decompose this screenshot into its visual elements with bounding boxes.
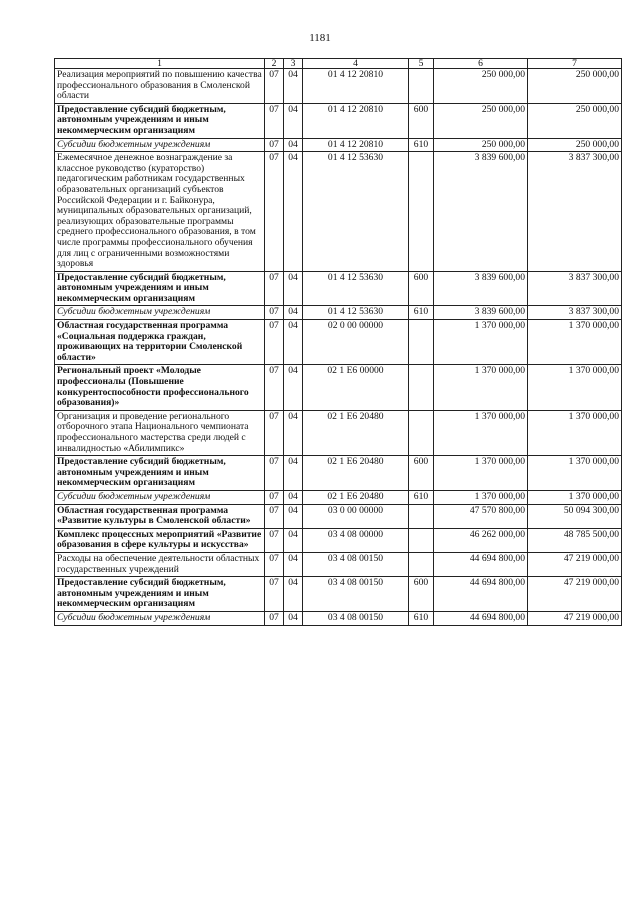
cell-vr: 610 xyxy=(409,138,434,152)
table-row xyxy=(55,152,622,272)
cell-vr xyxy=(409,365,434,410)
cell-pr: 04 xyxy=(284,504,303,528)
cell-sum2: 48 785 500,00 xyxy=(528,528,622,552)
cell-csr: 02 1 Е6 20480 xyxy=(303,490,409,504)
cell-vr: 600 xyxy=(409,456,434,491)
cell-vr xyxy=(409,504,434,528)
cell-sum1: 46 262 000,00 xyxy=(434,528,528,552)
cell-name: Расходы на обеспечение деятельности областных государственных учреждений xyxy=(55,552,265,576)
cell-pr: 04 xyxy=(284,365,303,410)
table-row xyxy=(55,320,622,365)
cell-rz: 07 xyxy=(265,138,284,152)
cell-csr: 03 4 08 00000 xyxy=(303,528,409,552)
cell-sum1: 44 694 800,00 xyxy=(434,611,528,625)
cell-name: Комплекс процессных мероприятий «Развитие образования в сфере культуры и искусства» xyxy=(55,528,265,552)
cell-name: Региональный проект «Молодые профессионалы (Повышение конкурентоспособности профессионального образования)» xyxy=(55,365,265,410)
cell-pr: 04 xyxy=(284,152,303,272)
cell-vr: 600 xyxy=(409,103,434,138)
cell-vr: 600 xyxy=(409,271,434,306)
cell-csr: 02 0 00 00000 xyxy=(303,320,409,365)
cell-vr xyxy=(409,552,434,576)
cell-csr: 02 1 Е6 00000 xyxy=(303,365,409,410)
budget-table xyxy=(54,58,622,626)
cell-csr: 01 4 12 20810 xyxy=(303,103,409,138)
cell-sum2: 3 837 300,00 xyxy=(528,152,622,272)
cell-rz: 07 xyxy=(265,528,284,552)
table-row xyxy=(55,69,622,104)
cell-vr xyxy=(409,410,434,455)
cell-vr xyxy=(409,320,434,365)
cell-sum1: 250 000,00 xyxy=(434,103,528,138)
table-row xyxy=(55,456,622,491)
cell-sum2: 1 370 000,00 xyxy=(528,365,622,410)
cell-rz: 07 xyxy=(265,410,284,455)
cell-csr: 01 4 12 53630 xyxy=(303,152,409,272)
cell-csr: 02 1 Е6 20480 xyxy=(303,410,409,455)
cell-vr: 610 xyxy=(409,306,434,320)
cell-sum2: 250 000,00 xyxy=(528,69,622,104)
cell-sum2: 47 219 000,00 xyxy=(528,552,622,576)
cell-name: Областная государственная программа «Развитие культуры в Смоленской области» xyxy=(55,504,265,528)
table-row xyxy=(55,365,622,410)
cell-rz: 07 xyxy=(265,490,284,504)
cell-sum2: 1 370 000,00 xyxy=(528,410,622,455)
table-row xyxy=(55,138,622,152)
table-row xyxy=(55,103,622,138)
cell-rz: 07 xyxy=(265,504,284,528)
table-row xyxy=(55,528,622,552)
cell-rz: 07 xyxy=(265,320,284,365)
cell-name: Предоставление субсидий бюджетным, автономным учреждениям и иным некоммерческим организациям xyxy=(55,456,265,491)
column-header: 1 xyxy=(55,59,265,69)
cell-rz: 07 xyxy=(265,577,284,612)
cell-name: Областная государственная программа «Социальная поддержка граждан, проживающих на территории Смоленской области» xyxy=(55,320,265,365)
cell-name: Предоставление субсидий бюджетным, автономным учреждениям и иным некоммерческим организациям xyxy=(55,577,265,612)
cell-name: Предоставление субсидий бюджетным, автономным учреждениям и иным некоммерческим организациям xyxy=(55,103,265,138)
cell-sum1: 250 000,00 xyxy=(434,138,528,152)
cell-pr: 04 xyxy=(284,320,303,365)
table-row xyxy=(55,504,622,528)
cell-pr: 04 xyxy=(284,271,303,306)
cell-pr: 04 xyxy=(284,528,303,552)
cell-sum2: 1 370 000,00 xyxy=(528,320,622,365)
cell-sum2: 1 370 000,00 xyxy=(528,490,622,504)
cell-sum2: 250 000,00 xyxy=(528,103,622,138)
table-row xyxy=(55,552,622,576)
cell-rz: 07 xyxy=(265,611,284,625)
cell-csr: 01 4 12 53630 xyxy=(303,306,409,320)
cell-csr: 01 4 12 20810 xyxy=(303,138,409,152)
column-header: 2 xyxy=(265,59,284,69)
cell-rz: 07 xyxy=(265,306,284,320)
cell-sum1: 1 370 000,00 xyxy=(434,410,528,455)
cell-csr: 03 4 08 00150 xyxy=(303,577,409,612)
cell-pr: 04 xyxy=(284,69,303,104)
cell-sum1: 250 000,00 xyxy=(434,69,528,104)
cell-vr xyxy=(409,152,434,272)
cell-pr: 04 xyxy=(284,552,303,576)
cell-sum1: 1 370 000,00 xyxy=(434,490,528,504)
cell-pr: 04 xyxy=(284,490,303,504)
column-header: 6 xyxy=(434,59,528,69)
cell-name: Субсидии бюджетным учреждениям xyxy=(55,490,265,504)
cell-rz: 07 xyxy=(265,365,284,410)
cell-vr: 610 xyxy=(409,611,434,625)
cell-sum1: 3 839 600,00 xyxy=(434,271,528,306)
cell-csr: 03 0 00 00000 xyxy=(303,504,409,528)
cell-sum2: 1 370 000,00 xyxy=(528,456,622,491)
cell-vr xyxy=(409,528,434,552)
cell-sum1: 1 370 000,00 xyxy=(434,456,528,491)
cell-sum1: 1 370 000,00 xyxy=(434,320,528,365)
cell-csr: 03 4 08 00150 xyxy=(303,552,409,576)
cell-rz: 07 xyxy=(265,552,284,576)
cell-sum1: 1 370 000,00 xyxy=(434,365,528,410)
cell-sum2: 50 094 300,00 xyxy=(528,504,622,528)
cell-vr xyxy=(409,69,434,104)
cell-sum1: 44 694 800,00 xyxy=(434,577,528,612)
cell-name: Реализация мероприятий по повышению качества профессионального образования в Смоленской области xyxy=(55,69,265,104)
cell-name: Организация и проведение регионального отборочного этапа Национального чемпионата профессионального мастерства среди людей с инвалидностью «Абилимпикс» xyxy=(55,410,265,455)
cell-pr: 04 xyxy=(284,410,303,455)
cell-rz: 07 xyxy=(265,271,284,306)
cell-sum2: 250 000,00 xyxy=(528,138,622,152)
table-row xyxy=(55,271,622,306)
table-row xyxy=(55,306,622,320)
cell-name: Ежемесячное денежное вознаграждение за классное руководство (кураторство) педагогическим работникам государственных образовательных организаций субъектов Российской Федерации и г. Байконура, муниципальных образовательных организаций, реализующих образовательные программы среднего профессионального образования, в том числе программы профессионального обучения для лиц с ограниченными возможностями здоровья xyxy=(55,152,265,272)
cell-pr: 04 xyxy=(284,611,303,625)
page-number: 1181 xyxy=(309,32,331,44)
cell-sum1: 3 839 600,00 xyxy=(434,152,528,272)
cell-csr: 03 4 08 00150 xyxy=(303,611,409,625)
cell-name: Субсидии бюджетным учреждениям xyxy=(55,138,265,152)
cell-pr: 04 xyxy=(284,456,303,491)
table-row xyxy=(55,490,622,504)
cell-rz: 07 xyxy=(265,69,284,104)
cell-csr: 01 4 12 20810 xyxy=(303,69,409,104)
table-row xyxy=(55,577,622,612)
cell-vr: 600 xyxy=(409,577,434,612)
cell-csr: 01 4 12 53630 xyxy=(303,271,409,306)
table-row xyxy=(55,410,622,455)
column-header: 7 xyxy=(528,59,622,69)
column-header: 5 xyxy=(409,59,434,69)
cell-pr: 04 xyxy=(284,577,303,612)
cell-name: Субсидии бюджетным учреждениям xyxy=(55,611,265,625)
cell-vr: 610 xyxy=(409,490,434,504)
cell-name: Предоставление субсидий бюджетным, автономным учреждениям и иным некоммерческим организациям xyxy=(55,271,265,306)
cell-sum1: 47 570 800,00 xyxy=(434,504,528,528)
cell-rz: 07 xyxy=(265,103,284,138)
column-header: 4 xyxy=(303,59,409,69)
cell-sum2: 3 837 300,00 xyxy=(528,306,622,320)
cell-pr: 04 xyxy=(284,138,303,152)
cell-sum2: 3 837 300,00 xyxy=(528,271,622,306)
header-row xyxy=(55,59,622,69)
table-row xyxy=(55,611,622,625)
cell-pr: 04 xyxy=(284,306,303,320)
cell-pr: 04 xyxy=(284,103,303,138)
cell-sum2: 47 219 000,00 xyxy=(528,611,622,625)
cell-name: Субсидии бюджетным учреждениям xyxy=(55,306,265,320)
cell-sum2: 47 219 000,00 xyxy=(528,577,622,612)
cell-sum1: 44 694 800,00 xyxy=(434,552,528,576)
cell-csr: 02 1 Е6 20480 xyxy=(303,456,409,491)
cell-rz: 07 xyxy=(265,152,284,272)
column-header: 3 xyxy=(284,59,303,69)
cell-rz: 07 xyxy=(265,456,284,491)
cell-sum1: 3 839 600,00 xyxy=(434,306,528,320)
